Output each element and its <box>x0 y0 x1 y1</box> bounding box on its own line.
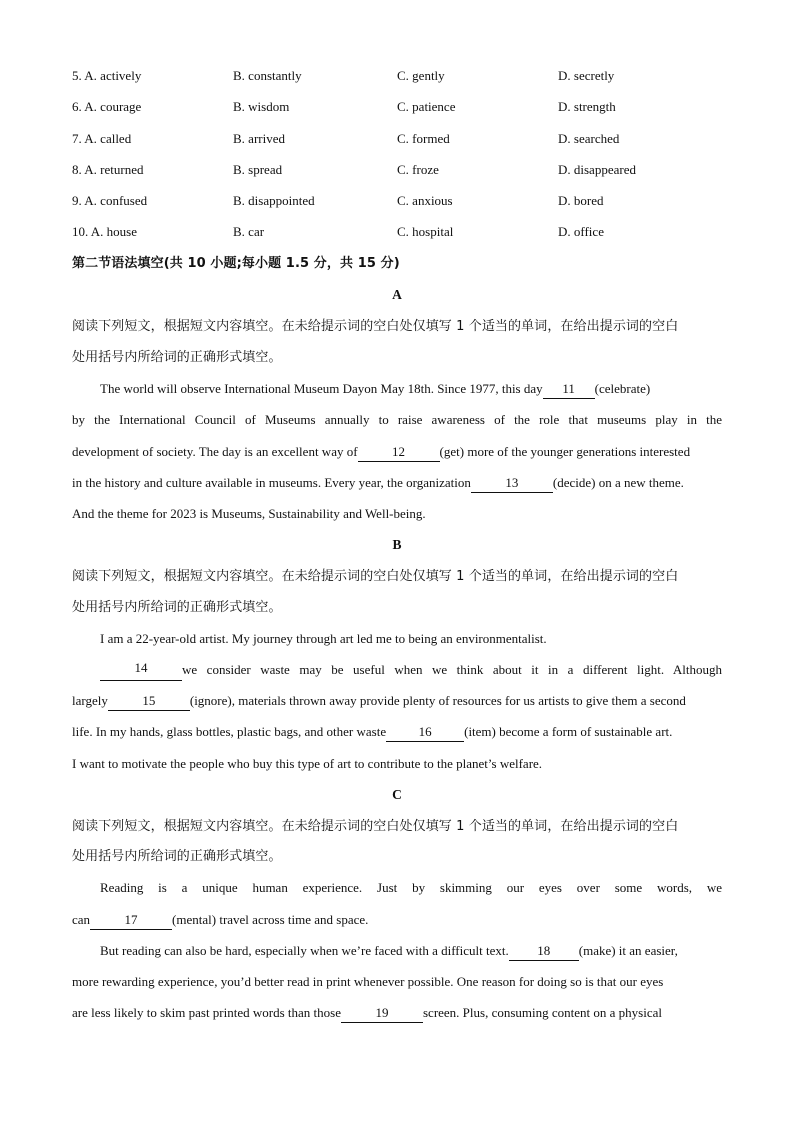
option-a: 6. A. courage <box>72 99 142 114</box>
text: (make) it an easier, <box>578 943 678 958</box>
text: (mental) travel across time and space. <box>172 912 369 927</box>
option-a: 10. A. house <box>72 224 137 239</box>
blank-12: 12 <box>358 443 440 462</box>
option-d: D. office <box>558 224 604 239</box>
text: we consider waste may be useful when we think about it in a different light. Although <box>182 662 722 677</box>
option-row-5 <box>72 66 722 86</box>
blank-11: 11 <box>543 380 595 399</box>
instruction-line-1: 阅读下列短文，根据短文内容填空。在未给提示词的空白处仅填写 1 个适当的单词，在给出提示词的空白 <box>72 569 679 584</box>
option-row-7 <box>72 129 722 149</box>
instruction-line-1: 阅读下列短文，根据短文内容填空。在未给提示词的空白处仅填写 1 个适当的单词，在给出提示词的空白 <box>72 319 679 334</box>
blank-19: 19 <box>341 1004 423 1023</box>
option-b: B. car <box>233 224 265 239</box>
text: (item) become a form of sustainable art. <box>464 724 673 739</box>
blank-14: 14 <box>100 659 182 681</box>
text: are less likely to skim past printed words than those <box>72 1005 341 1020</box>
passage-a-line-4 <box>72 472 722 494</box>
text: (ignore), materials thrown away provide plenty of resources for us artists to give them a second <box>189 693 686 708</box>
passage-b-letter: B <box>392 537 402 552</box>
option-c: C. formed <box>397 131 450 146</box>
text: The world will observe International Museum Dayon May 18th. Since 1977, this day <box>100 381 543 396</box>
blank-18: 18 <box>509 942 579 961</box>
option-c: C. hospital <box>397 224 454 239</box>
text: screen. Plus, consuming content on a physical <box>422 1005 662 1020</box>
text: (celebrate) <box>594 381 651 396</box>
text: But reading can also be hard, especially when we’re faced with a difficult text. <box>100 943 509 958</box>
passage-a-line-1 <box>72 378 722 400</box>
passage-c-line-5 <box>72 1002 722 1024</box>
option-d: D. secretly <box>558 68 615 83</box>
passage-c-line-3 <box>72 940 722 962</box>
option-c: C. anxious <box>397 193 453 208</box>
instruction-line-2: 处用括号内所给词的正确形式填空。 <box>72 600 282 615</box>
option-a: 9. A. confused <box>72 193 148 208</box>
option-b: B. wisdom <box>233 99 290 114</box>
blank-17: 17 <box>90 911 172 930</box>
option-c: C. patience <box>397 99 456 114</box>
passage-b-line-4 <box>72 721 722 743</box>
option-d: D. searched <box>558 131 620 146</box>
option-b: B. constantly <box>233 68 302 83</box>
option-a: 8. A. returned <box>72 162 144 177</box>
text: in the history and culture available in museums. Every year, the organization <box>72 475 471 490</box>
instruction-line-1: 阅读下列短文，根据短文内容填空。在未给提示词的空白处仅填写 1 个适当的单词，在给出提示词的空白 <box>72 819 679 834</box>
option-d: D. bored <box>558 193 604 208</box>
text: can <box>72 912 91 927</box>
passage-a-line-5: And the theme for 2023 is Museums, Sustainability and Well-being. <box>72 506 426 521</box>
option-c: C. gently <box>397 68 445 83</box>
option-b: B. arrived <box>233 131 285 146</box>
text: largely <box>72 693 108 708</box>
blank-15: 15 <box>108 692 190 711</box>
passage-a-line-3 <box>72 441 722 463</box>
option-d: D. disappeared <box>558 162 636 177</box>
option-d: D. strength <box>558 99 616 114</box>
option-c: C. froze <box>397 162 439 177</box>
section-title: 第二节语法填空(共 10 小题;每小题 1.5 分，共 15 分) <box>72 256 400 271</box>
text: life. In my hands, glass bottles, plastic bags, and other waste <box>72 724 387 739</box>
passage-c-line-1: Reading is a unique human experience. Just by skimming our eyes over some words, we <box>100 880 722 895</box>
text: (decide) on a new theme. <box>552 475 684 490</box>
passage-c-line-2 <box>72 909 722 931</box>
option-row-9 <box>72 191 722 211</box>
text: (get) more of the younger generations interested <box>439 444 691 459</box>
passage-b-line-5: I want to motivate the people who buy this type of art to contribute to the planet’s welfare. <box>72 756 543 771</box>
instruction-line-2: 处用括号内所给词的正确形式填空。 <box>72 350 282 365</box>
instruction-line-2: 处用括号内所给词的正确形式填空。 <box>72 849 282 864</box>
passage-a-line-2: by the International Council of Museums annually to raise awareness of the role that museums play in the <box>72 412 722 427</box>
option-a: 5. A. actively <box>72 68 142 83</box>
passage-b-line-1: I am a 22-year-old artist. My journey through art led me to being an environmentalist. <box>100 631 547 646</box>
passage-a-letter: A <box>392 287 402 302</box>
option-row-10 <box>72 222 722 242</box>
option-a: 7. A. called <box>72 131 132 146</box>
blank-16: 16 <box>386 723 464 742</box>
option-b: B. disappointed <box>233 193 315 208</box>
blank-13: 13 <box>471 474 553 493</box>
passage-b-line-2 <box>72 659 722 681</box>
text: development of society. The day is an excellent way of <box>72 444 358 459</box>
passage-b-line-3 <box>72 690 722 712</box>
option-row-8 <box>72 160 722 180</box>
passage-c-letter: C <box>392 787 402 802</box>
option-row-6 <box>72 97 722 117</box>
option-b: B. spread <box>233 162 283 177</box>
passage-c-line-4: more rewarding experience, you’d better read in print whenever possible. One reason for doing so is that our eyes <box>72 974 664 989</box>
